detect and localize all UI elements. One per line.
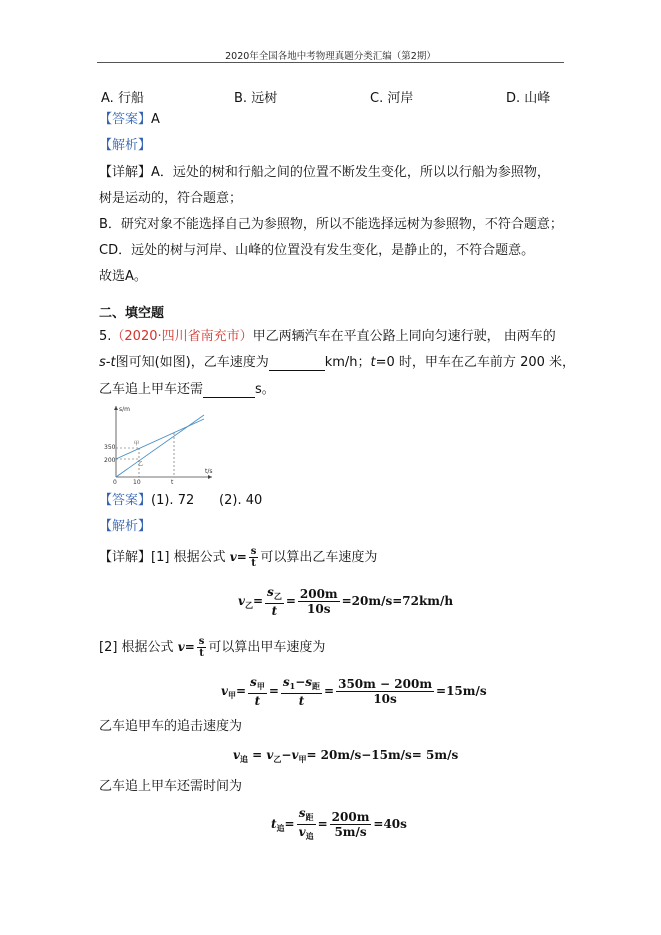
q5-stem-line1: 5.（2020·四川省南充市）甲乙两辆汽车在平直公路上同向匀速行驶， 由两车的 <box>99 329 556 344</box>
answer-blank-1[interactable] <box>269 358 325 371</box>
label-yi: 乙 <box>138 461 144 467</box>
option-d: D. 山峰 <box>506 91 551 106</box>
y-tick-350: 350 <box>104 444 116 451</box>
x-tick-0: 0 <box>113 479 117 485</box>
q4-detail-line5: 故选A。 <box>99 269 147 284</box>
x-tick-10: 10 <box>133 479 141 485</box>
line-jia <box>116 419 204 459</box>
option-b: B. 远树 <box>234 91 278 106</box>
line-yi <box>116 415 204 477</box>
x-axis-label: t/s <box>205 468 213 475</box>
q5-time-text: 乙车追上甲车还需时间为 <box>99 779 243 794</box>
q5-analysis-label: 【解析】 <box>99 519 152 534</box>
formula-t-zhui: $t_追=$ $\frac{s_距}{v_追}$ = $\frac{200m}{5m/s}$ =40s <box>271 806 407 841</box>
q5-stem-line2: s-t图可知(如图)，乙车速度为 km/h；t=0 时，甲车在乙车前方 200 米， <box>99 355 576 370</box>
q5-stem-line3: 乙车追上甲车还需 s。 <box>99 382 275 397</box>
option-c: C. 河岸 <box>370 91 414 106</box>
q5-answer: 【答案】(1). 72 (2). 40 <box>99 493 263 508</box>
page-header: 2020年全国各地中考物理真题分类汇编（第2期） <box>225 51 436 62</box>
header-divider <box>97 62 564 63</box>
q4-answer <box>99 112 160 128</box>
answer-value: A <box>151 112 160 127</box>
formula-v-yi: $v_乙=$ $\frac{s_乙}{t}$ = $\frac{200m}{10s}$ =20m/s=72km/h <box>238 585 454 618</box>
q5-detail-2: [2] 根据公式 v= $\frac{s}{t}$ 可以算出甲车速度为 <box>99 636 326 659</box>
q4-detail-line4: CD．远处的树与河岸、山峰的位置没有发生变化，是静止的，不符合题意。 <box>99 243 535 258</box>
formula-v-zhui: $v_追 = v_乙-v_甲= 20m/s-15m/s= 5m/s$ <box>233 748 459 764</box>
x-tick-t: t <box>171 479 174 485</box>
q4-detail-line3: B．研究对象不能选择自己为参照物，所以不能选择远树为参照物，不符合题意； <box>99 217 563 232</box>
formula-v-jia: $v_甲=$ $\frac{s_甲}{t}$ = $\frac{s_1-s_距}{t}$ = $\frac{350m - 200m}{10s}$ =15m/s <box>221 675 487 708</box>
label-jia: 甲 <box>134 441 140 447</box>
q5-source: （2020·四川省南充市） <box>111 329 253 344</box>
y-tick-200: 200 <box>104 457 116 464</box>
option-a: A. 行船 <box>101 91 144 106</box>
y-axis-arrow <box>114 406 118 410</box>
q5-detail-1: 【详解】[1] 根据公式 v= $\frac{s}{t}$ 可以算出乙车速度为 <box>99 546 378 569</box>
q4-detail-line2: 树是运动的，符合题意； <box>99 191 243 206</box>
st-graph <box>104 403 214 485</box>
q4-detail-line1: 【详解】A．远处的树和行船之间的位置不断发生变化，所以以行船为参照物， <box>99 165 550 180</box>
y-axis-label: s/m <box>119 406 130 413</box>
answer-blank-2[interactable] <box>203 385 255 398</box>
q4-analysis-label: 【解析】 <box>99 138 152 153</box>
x-axis-arrow <box>208 475 212 479</box>
section-title: 二、填空题 <box>99 306 165 321</box>
q5-relative-text: 乙车追甲车的追击速度为 <box>99 719 243 734</box>
answer-label: 【答案】 <box>99 112 152 127</box>
